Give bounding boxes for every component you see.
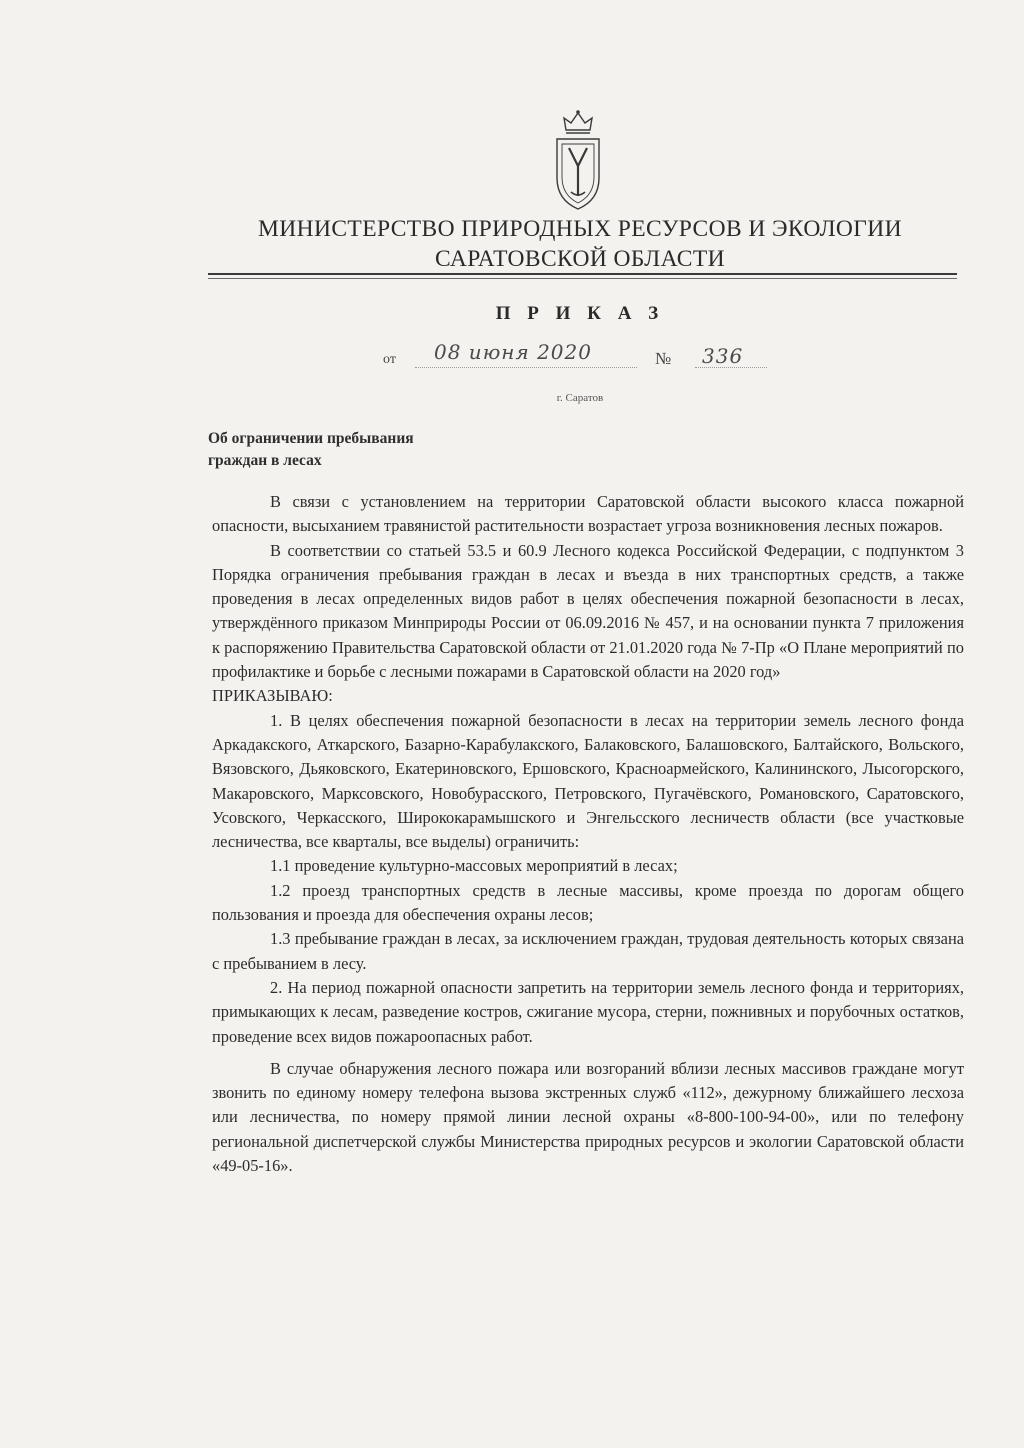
order-subject [208, 428, 528, 472]
order-date-underline [415, 367, 637, 368]
body-item-1: 1. В целях обеспечения пожарной безопасности в лесах на территории земель лесного фонда Аркадакского, Аткарского, Базарно-Карабулакского, Балаковского, Балашовского, Балтайского, Вольского, Вязовского, Дьяковского, Екатериновского, Ершовского, Красноармейского, Калининского, Лысогорского, Макаровского, Марксовского, Новобурасского, Петровского, Пугачёвского, Романовского, Саратовского, Усовского, Черкасского, Ширококарамышского и Энгельсского лесничеств области (все участковые лесничества, все кварталы, все выделы) ограничить: [212, 710, 964, 852]
document-type-title: П Р И К А З [495, 303, 665, 324]
body-directive: ПРИКАЗЫВАЮ: [212, 686, 333, 706]
order-number-handwritten: 336 [702, 344, 744, 368]
order-number-prefix: № [655, 349, 672, 368]
organization-name-line1: МИНИСТЕРСТВО ПРИРОДНЫХ РЕСУРСОВ И ЭКОЛОГИИ [257, 216, 903, 242]
order-city: г. Саратов [556, 392, 604, 404]
organization-name-line2: САРАТОВСКОЙ ОБЛАСТИ [435, 246, 725, 272]
body-paragraph-emergency-contacts: В случае обнаружения лесного пожара или возгораний вблизи лесных массивов граждане могут звонить по единому номеру телефона вызова экстренных служб «112», дежурному ближайшего лесхоза или лесничества, по номеру прямой линии лесной охраны «8-800-100-94-00», или по телефону региональной диспетчерской службы Министерства природных ресурсов и экологии Саратовской области «49-05-16». [212, 1058, 964, 1176]
header-rule-thin [208, 278, 957, 279]
body-item-2: 2. На период пожарной опасности запретить на территории земель лесного фонда и территориях, примыкающих к лесам, разведение костров, сжигание мусора, стерни, пожнивных и порубочных остатков, проведение всех видов пожароопасных работ. [212, 977, 964, 1046]
body-item-1-3: 1.3 пребывание граждан в лесах, за исключением граждан, трудовая деятельность которых связана с пребыванием в лесу. [212, 929, 964, 973]
saratov-coat-of-arms-emblem [552, 108, 604, 214]
body-paragraph-context: В связи с установлением на территории Саратовской области высокого класса пожарной опасности, высыханием травянистой растительности возрастает угроза возникновения лесных пожаров. [212, 492, 964, 536]
organization-name [200, 214, 960, 274]
body-paragraph-legal-basis: В соответствии со статьей 53.5 и 60.9 Лесного кодекса Российской Федерации, с подпунктом 3 Порядка ограничения пребывания граждан в лесах и въезда в них транспортных средств, а также проведения в лесах определенных видов работ в целях обеспечения пожарной безопасности в лесах, утверждённого приказом Минприроды России от 06.09.2016 № 457, и на основании пункта 7 приложения к распоряжению Правительства Саратовской области от 21.01.2020 года № 7-Пр «О Плане мероприятий по профилактике и борьбе с лесными пожарами в Саратовской области на 2020 год» [212, 540, 964, 682]
order-subject-line1: Об ограничении пребывания [208, 430, 414, 447]
order-date-prefix: от [383, 352, 396, 367]
order-number-underline [695, 367, 767, 368]
body-item-1-1: 1.1 проведение культурно-массовых мероприятий в лесах; [270, 856, 678, 876]
body-item-1-2: 1.2 проезд транспортных средств в лесные массивы, кроме проезда по дорогам общего пользования и проезда для обеспечения охраны лесов; [212, 880, 964, 925]
order-subject-line2: граждан в лесах [208, 452, 322, 469]
header-rule [208, 273, 957, 275]
order-date-handwritten: 08 июня 2020 [434, 340, 592, 364]
order-body [212, 484, 964, 1178]
